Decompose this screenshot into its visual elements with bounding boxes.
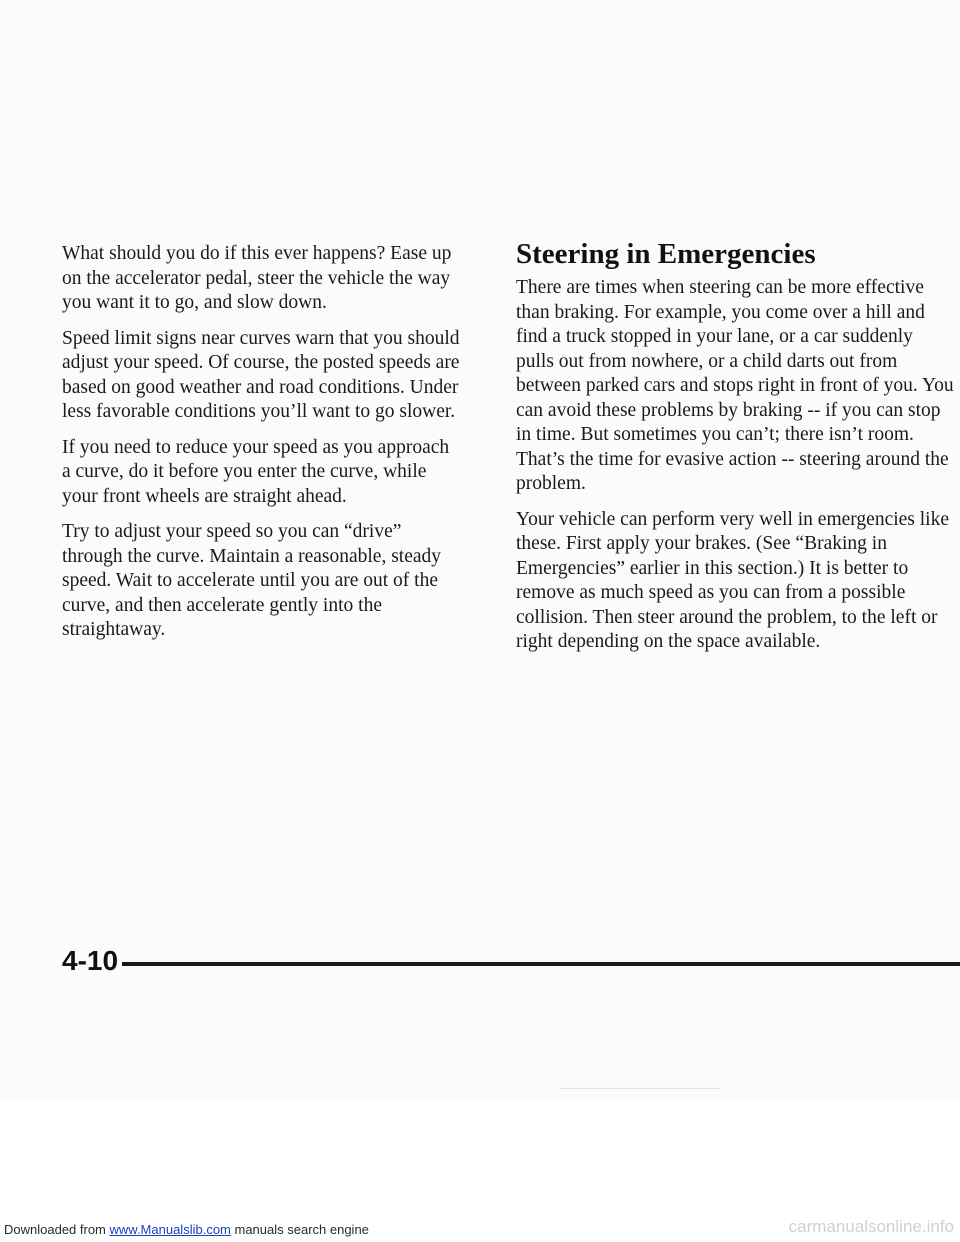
left-paragraph-3: If you need to reduce your speed as you approach a curve, do it before you enter the curve, while your front wheels are straight ahead.: [62, 436, 450, 507]
watermark-suffix: manuals search engine: [230, 1222, 369, 1237]
manualslib-link[interactable]: www.Manualslib.com: [109, 1222, 231, 1237]
page-number: 4-10: [62, 945, 119, 976]
left-column: [62, 242, 460, 654]
left-paragraph-2: Speed limit signs near curves warn that you should adjust your speed. Of course, the posted speeds are based on good weather and road conditions. Under less favorable conditions you’ll want to go slower.: [62, 327, 460, 422]
right-column: [516, 238, 954, 666]
left-paragraph-1: What should you do if this ever happens? Ease up on the accelerator pedal, steer the vehicle the way you want it to go, and slow down.: [62, 243, 452, 313]
download-watermark: [4, 1222, 369, 1238]
watermark-prefix: Downloaded from: [4, 1222, 110, 1237]
footer-rule: [122, 962, 960, 966]
right-paragraph-1: There are times when steering can be more effective than braking. For example, you come over a hill and find a truck stopped in your lane, or a car suddenly pulls out from nowhere, or a child darts out from between parked cars and stops right in front of you. You can avoid these problems by braking -- if you can stop in time. But sometimes you can’t; there isn’t room. That’s the time for evasive action -- steering around the problem.: [516, 277, 954, 494]
left-paragraph-4: Try to adjust your speed so you can “drive” through the curve. Maintain a reasonable, steady speed. Wait to accelerate until you are out of the curve, and then accelerate gently into the straightaway.: [62, 521, 442, 640]
right-paragraph-2: Your vehicle can perform very well in emergencies like these. First apply your brakes. (See “Braking in Emergencies” earlier in this section.) It is better to remove as much speed as you can from a possible collision. Then steer around the problem, to the left or right depending on the space available.: [516, 508, 950, 652]
section-heading: Steering in Emergencies: [516, 238, 816, 270]
scan-artifact-line: [560, 1088, 720, 1089]
site-watermark: carmanualsonline.info: [788, 1217, 954, 1236]
